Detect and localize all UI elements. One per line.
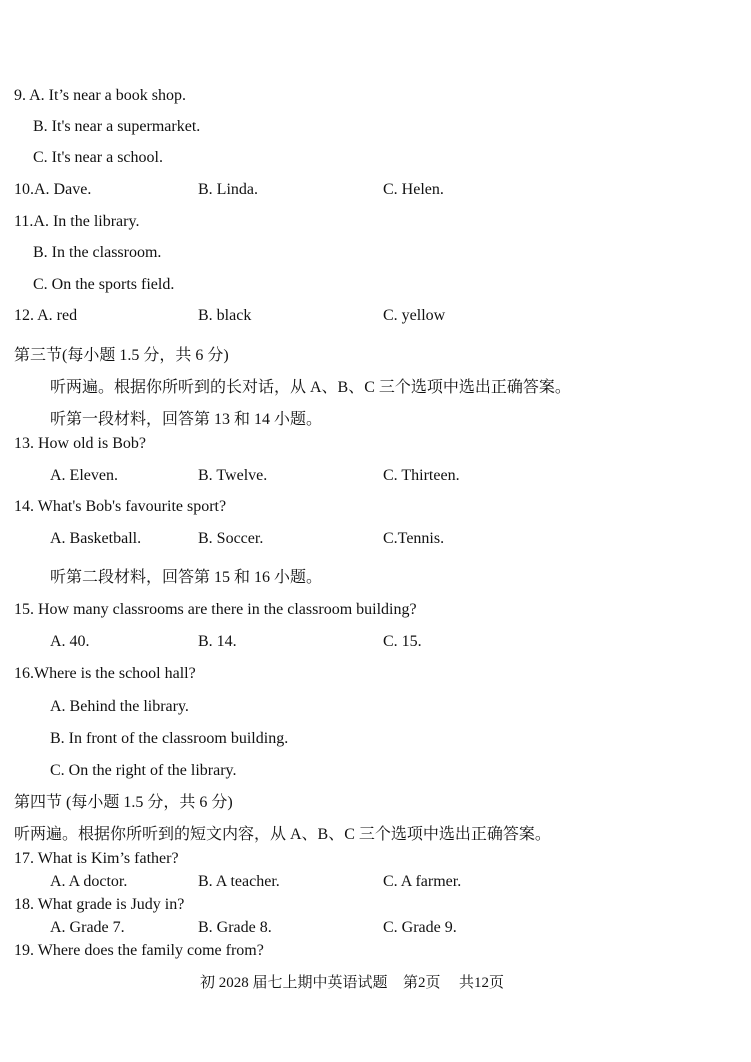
q15-option-c: C. 15. bbox=[383, 633, 422, 650]
q12-option-a: 12. A. red bbox=[14, 307, 78, 324]
q10-option-b: B. Linda. bbox=[198, 181, 258, 198]
q14-stem: 14. What's Bob's favourite sport? bbox=[14, 498, 227, 515]
q13-stem: 13. How old is Bob? bbox=[14, 435, 146, 452]
q16-option-c: C. On the right of the library. bbox=[50, 762, 237, 779]
q15-option-b: B. 14. bbox=[198, 633, 237, 650]
q10-option-c: C. Helen. bbox=[383, 181, 444, 198]
q16-option-b: B. In front of the classroom building. bbox=[50, 730, 289, 747]
footer-exam-title: 初 2028 届七上期中英语试题 bbox=[200, 975, 388, 991]
q15-stem: 15. How many classrooms are there in the classroom building? bbox=[14, 601, 417, 618]
q17-option-b: B. A teacher. bbox=[198, 873, 280, 890]
q9-option-b: B. It's near a supermarket. bbox=[33, 118, 201, 135]
section4-instruction: 听两遍。根据你所听到的短文内容，从 A、B、C 三个选项中选出正确答案。 bbox=[14, 826, 551, 843]
q16-stem: 16.Where is the school hall? bbox=[14, 665, 196, 682]
q11-option-c: C. On the sports field. bbox=[33, 276, 175, 293]
q13-option-a: A. Eleven. bbox=[50, 467, 118, 484]
q18-option-a: A. Grade 7. bbox=[50, 919, 125, 936]
q10-option-a: 10.A. Dave. bbox=[14, 181, 92, 198]
q14-option-a: A. Basketball. bbox=[50, 530, 142, 547]
q13-option-b: B. Twelve. bbox=[198, 467, 268, 484]
section3-title: 第三节(每小题 1.5 分，共 6 分) bbox=[14, 347, 229, 364]
q19-stem: 19. Where does the family come from? bbox=[14, 942, 264, 959]
q12-option-c: C. yellow bbox=[383, 307, 446, 324]
q11-option-a: 11.A. In the library. bbox=[14, 213, 140, 230]
q14-option-b: B. Soccer. bbox=[198, 530, 264, 547]
q9-option-a: 9. A. It’s near a book shop. bbox=[14, 87, 186, 104]
section3-instruction: 听两遍。根据你所听到的长对话，从 A、B、C 三个选项中选出正确答案。 bbox=[50, 379, 571, 396]
q18-stem: 18. What grade is Judy in? bbox=[14, 896, 185, 913]
q17-option-a: A. A doctor. bbox=[50, 873, 128, 890]
section3-part2: 听第二段材料，回答第 15 和 16 小题。 bbox=[50, 569, 323, 586]
q14-option-c: C.Tennis. bbox=[383, 530, 445, 547]
q16-option-a: A. Behind the library. bbox=[50, 698, 189, 715]
footer-page-number: 第2页 bbox=[403, 975, 441, 991]
section3-part1: 听第一段材料，回答第 13 和 14 小题。 bbox=[50, 411, 323, 428]
q17-option-c: C. A farmer. bbox=[383, 873, 462, 890]
q13-option-c: C. Thirteen. bbox=[383, 467, 460, 484]
q15-option-a: A. 40. bbox=[50, 633, 90, 650]
q18-option-b: B. Grade 8. bbox=[198, 919, 272, 936]
section4-title: 第四节 (每小题 1.5 分，共 6 分) bbox=[14, 794, 233, 811]
q17-stem: 17. What is Kim’s father? bbox=[14, 850, 179, 867]
q11-option-b: B. In the classroom. bbox=[33, 244, 162, 261]
q9-option-c: C. It's near a school. bbox=[33, 149, 163, 166]
q18-option-c: C. Grade 9. bbox=[383, 919, 457, 936]
q12-option-b: B. black bbox=[198, 307, 252, 324]
footer-total-pages: 共12页 bbox=[459, 975, 505, 991]
